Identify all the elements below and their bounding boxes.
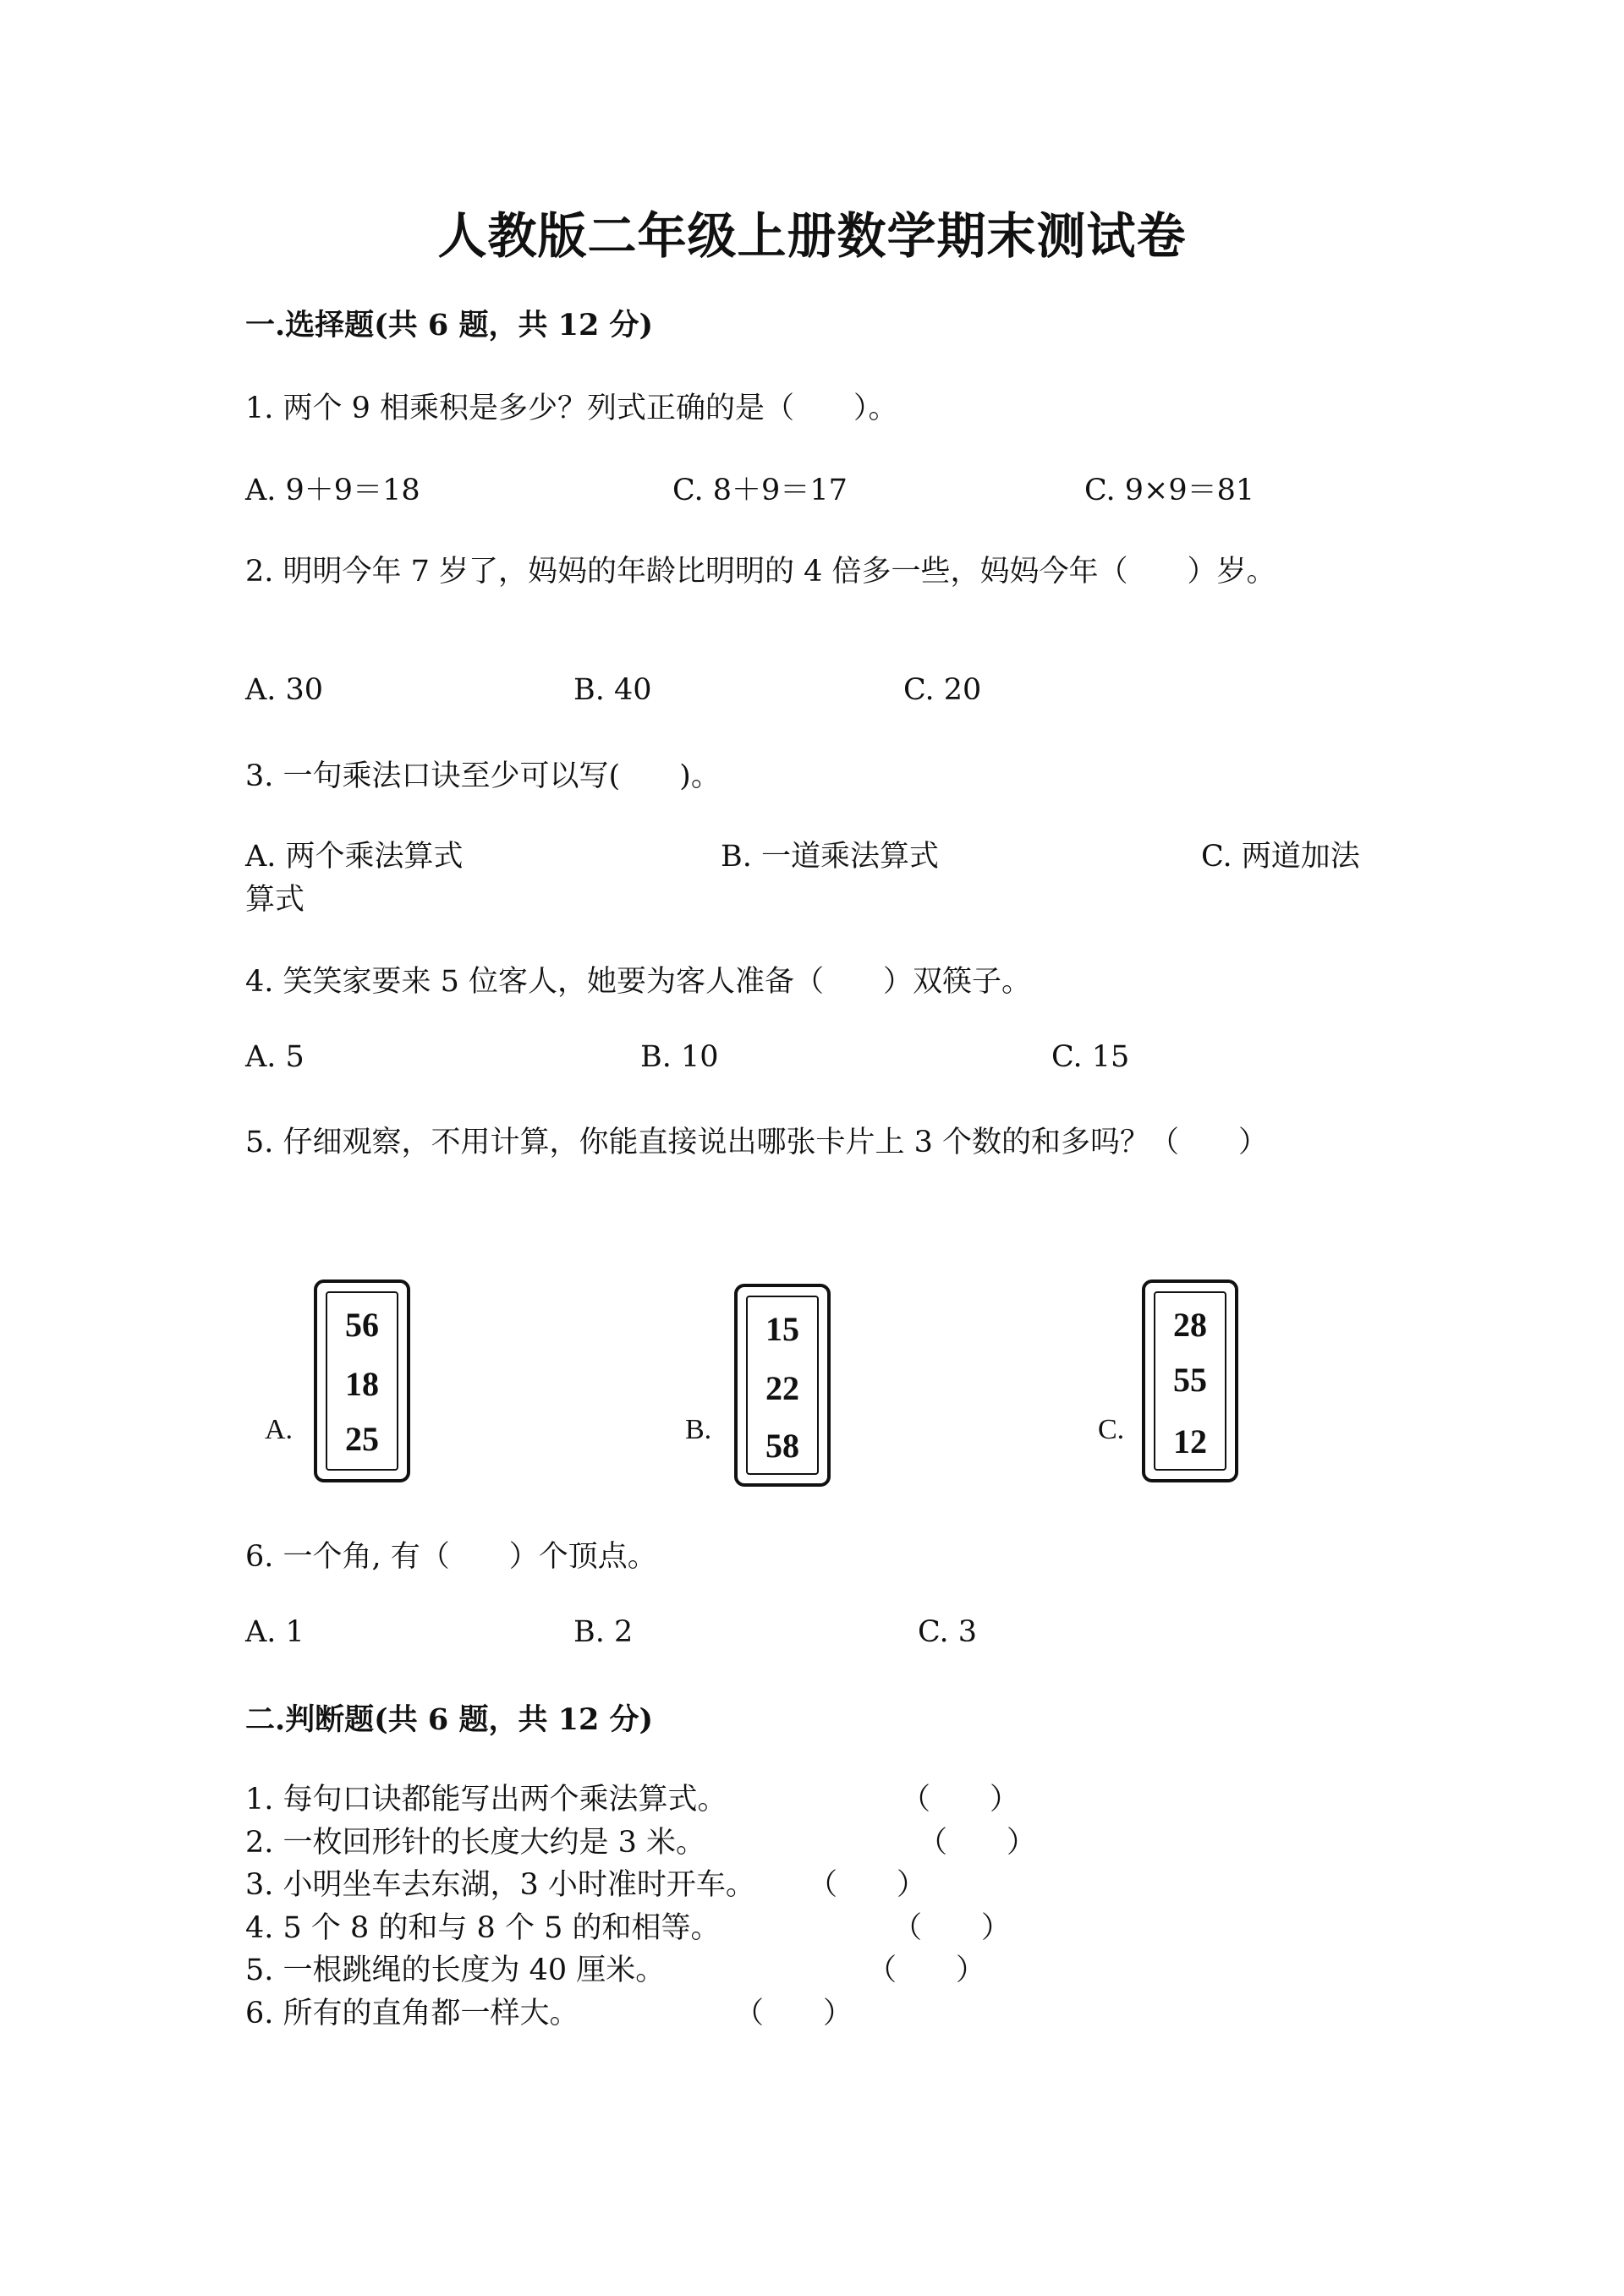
judgement-3-blank[interactable]: （ ）	[808, 1868, 927, 1902]
card-a-number-2: 18	[345, 1365, 379, 1403]
question-6: 6. 一个角, 有（ ）个顶点。	[245, 1540, 657, 1574]
section-heading-judgement: 二.判断题(共 6 题，共 12 分)	[245, 1702, 654, 1737]
judgement-6-blank[interactable]: （ ）	[734, 1997, 853, 2030]
card-c-number-3: 12	[1173, 1422, 1207, 1460]
q6-option-a[interactable]: A. 1	[245, 1615, 304, 1649]
card-a-label[interactable]: A.	[265, 1414, 294, 1445]
judgement-2-text: 2. 一枚回形针的长度大约是 3 米。	[245, 1826, 706, 1860]
card-b-label[interactable]: B.	[685, 1414, 712, 1445]
q4-option-b[interactable]: B. 10	[640, 1040, 719, 1074]
q3-option-a[interactable]: A. 两个乘法算式	[245, 840, 464, 874]
question-4: 4. 笑笑家要来 5 位客人，她要为客人准备（ ）双筷子。	[245, 965, 1032, 999]
card-c-label[interactable]: C.	[1098, 1414, 1125, 1445]
card-b-number-3: 58	[765, 1427, 799, 1465]
judgement-1-blank[interactable]: （ ）	[901, 1783, 1020, 1817]
question-3: 3. 一句乘法口诀至少可以写( )。	[245, 759, 721, 793]
q3-option-c-continued: 算式	[245, 883, 305, 917]
card-c-number-1: 28	[1173, 1306, 1207, 1344]
q6-option-c[interactable]: C. 3	[918, 1615, 978, 1649]
card-c[interactable]	[1142, 1280, 1238, 1482]
card-a[interactable]	[314, 1280, 410, 1482]
question-5: 5. 仔细观察，不用计算，你能直接说出哪张卡片上 3 个数的和多吗？（ ）	[245, 1126, 1269, 1159]
q1-option-a[interactable]: A. 9＋9＝18	[245, 474, 420, 507]
page-title: 人教版二年级上册数学期末测试卷	[437, 207, 1187, 265]
card-c-number-2: 55	[1173, 1361, 1207, 1399]
card-b-number-2: 22	[765, 1369, 799, 1407]
judgement-4-blank[interactable]: （ ）	[892, 1911, 1012, 1945]
judgement-5-blank[interactable]: （ ）	[867, 1954, 986, 1987]
card-a-number-3: 25	[345, 1420, 379, 1458]
judgement-6-text: 6. 所有的直角都一样大。	[245, 1997, 579, 2030]
judgement-1-text: 1. 每句口诀都能写出两个乘法算式。	[245, 1783, 727, 1817]
q6-option-b[interactable]: B. 2	[573, 1615, 634, 1649]
q3-option-c[interactable]: C. 两道加法	[1201, 840, 1360, 874]
card-a-number-1: 56	[345, 1306, 379, 1344]
q4-option-a[interactable]: A. 5	[245, 1040, 304, 1074]
judgement-3-text: 3. 小明坐车去东湖，3 小时准时开车。	[245, 1868, 755, 1902]
q1-option-c[interactable]: C. 9×9＝81	[1084, 474, 1255, 507]
q1-option-b[interactable]: C. 8＋9＝17	[672, 474, 848, 507]
card-b[interactable]	[734, 1284, 831, 1487]
judgement-2-blank[interactable]: （ ）	[918, 1826, 1037, 1860]
q2-option-b[interactable]: B. 40	[573, 673, 652, 707]
question-1: 1. 两个 9 相乘积是多少？列式正确的是（ ）。	[245, 392, 898, 425]
question-2: 2. 明明今年 7 岁了，妈妈的年龄比明明的 4 倍多一些，妈妈今年（ ）岁。	[245, 555, 1276, 589]
q4-option-c[interactable]: C. 15	[1051, 1040, 1130, 1074]
judgement-5-text: 5. 一根跳绳的长度为 40 厘米。	[245, 1954, 666, 1987]
q3-option-b[interactable]: B. 一道乘法算式	[721, 840, 939, 874]
judgement-4-text: 4. 5 个 8 的和与 8 个 5 的和相等。	[245, 1911, 721, 1945]
q2-option-c[interactable]: C. 20	[903, 673, 982, 707]
q2-option-a[interactable]: A. 30	[245, 673, 324, 707]
section-heading-choice: 一.选择题(共 6 题，共 12 分)	[245, 308, 654, 342]
card-b-number-1: 15	[765, 1310, 799, 1348]
